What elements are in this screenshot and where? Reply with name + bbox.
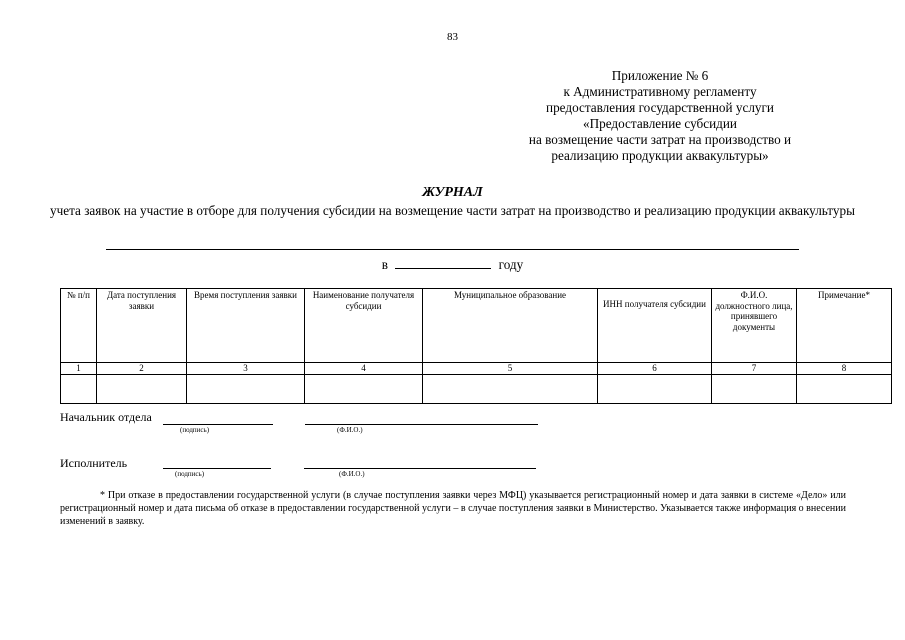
column-number: 4 <box>305 363 423 375</box>
head-name-line <box>305 424 538 425</box>
head-name-caption: (Ф.И.О.) <box>337 426 363 434</box>
table-cell <box>305 374 423 403</box>
column-number: 1 <box>61 363 97 375</box>
executor-name-caption: (Ф.И.О.) <box>339 470 365 478</box>
column-header: № п/п <box>61 289 97 363</box>
executor-signature-caption: (подпись) <box>175 470 205 478</box>
column-header: Примечание* <box>797 289 892 363</box>
appendix-line: реализацию продукции аквакультуры» <box>551 148 769 163</box>
appendix-line: Приложение № 6 <box>611 68 709 83</box>
table-cell <box>797 374 892 403</box>
page-number: 83 <box>447 31 458 43</box>
column-header: Время поступления заявки <box>187 289 305 363</box>
footnote <box>60 489 846 528</box>
table-cell <box>187 374 305 403</box>
appendix-line: на возмещение части затрат на производство и <box>528 132 792 147</box>
executor-name-line <box>304 468 536 469</box>
appendix-line: к Административному регламенту <box>563 84 757 99</box>
column-number-row <box>61 363 892 375</box>
year-suffix: году <box>498 257 524 272</box>
column-number: 7 <box>712 363 797 375</box>
column-header: Дата поступления заявки <box>97 289 187 363</box>
table-cell <box>61 374 97 403</box>
journal-table <box>60 288 892 404</box>
appendix-line: предоставления государственной услуги <box>546 100 774 115</box>
journal-title: ЖУРНАЛ <box>422 185 483 200</box>
column-header: Ф.И.О. должностного лица, принявшего документы <box>712 289 797 363</box>
executor-signature-label: Исполнитель <box>60 456 128 470</box>
appendix-line: «Предоставление субсидии <box>583 116 737 131</box>
column-header: Наименование получателя субсидии <box>305 289 423 363</box>
column-number: 3 <box>187 363 305 375</box>
table-cell <box>712 374 797 403</box>
journal-subtitle: учета заявок на участие в отборе для получения субсидии на возмещение части затрат на производство и реализацию продукции аквакультуры <box>50 203 855 218</box>
head-signature-line <box>163 424 273 425</box>
table-row <box>61 374 892 403</box>
table-cell <box>423 374 598 403</box>
organization-blank-line <box>106 249 799 250</box>
year-line <box>0 256 905 273</box>
table-cell <box>97 374 187 403</box>
table-header-row <box>61 289 892 363</box>
executor-signature-line <box>163 468 271 469</box>
column-header: Муниципальное образование <box>423 289 598 363</box>
year-prefix: в <box>381 257 389 272</box>
year-blank <box>395 256 491 269</box>
appendix-block <box>480 68 840 164</box>
column-number: 6 <box>598 363 712 375</box>
table-cell <box>598 374 712 403</box>
column-number: 5 <box>423 363 598 375</box>
column-header: ИНН получателя субсидии <box>598 289 712 363</box>
head-signature-caption: (подпись) <box>180 426 210 434</box>
column-number: 2 <box>97 363 187 375</box>
head-signature-label: Начальник отдела <box>60 410 152 424</box>
column-number: 8 <box>797 363 892 375</box>
footnote-text: * При отказе в предоставлении государственной услуги (в случае поступления заявки через МФЦ) указывается регистрационный номер и дата заявки в системе «Дело» или регистрационный номер и дата письма об отказе в предоставлении государственной услуги – в случае поступления заявки в Министерство. Указывается также информация о внесении изменений в заявку. <box>60 490 846 527</box>
